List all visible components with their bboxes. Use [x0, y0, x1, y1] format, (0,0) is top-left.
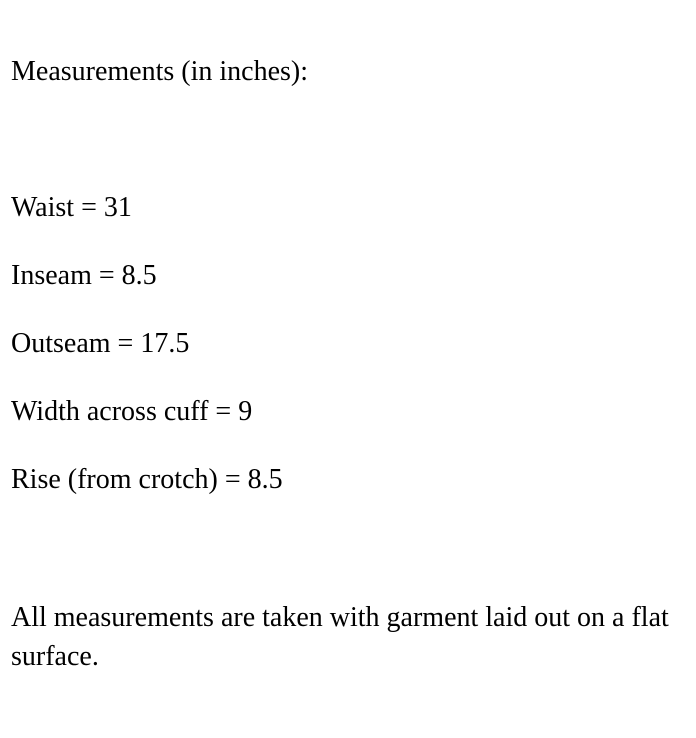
measurements-heading: Measurements (in inches):	[11, 56, 309, 87]
measurement-cuff-width: Width across cuff = 9	[11, 396, 253, 427]
measurement-outseam: Outseam = 17.5	[11, 328, 190, 359]
measurement-rise: Rise (from crotch) = 8.5	[11, 464, 283, 495]
measurement-inseam: Inseam = 8.5	[11, 260, 157, 291]
measurement-waist: Waist = 31	[11, 192, 132, 223]
measurement-note: All measurements are taken with garment laid out on a flat surface.	[11, 602, 669, 672]
